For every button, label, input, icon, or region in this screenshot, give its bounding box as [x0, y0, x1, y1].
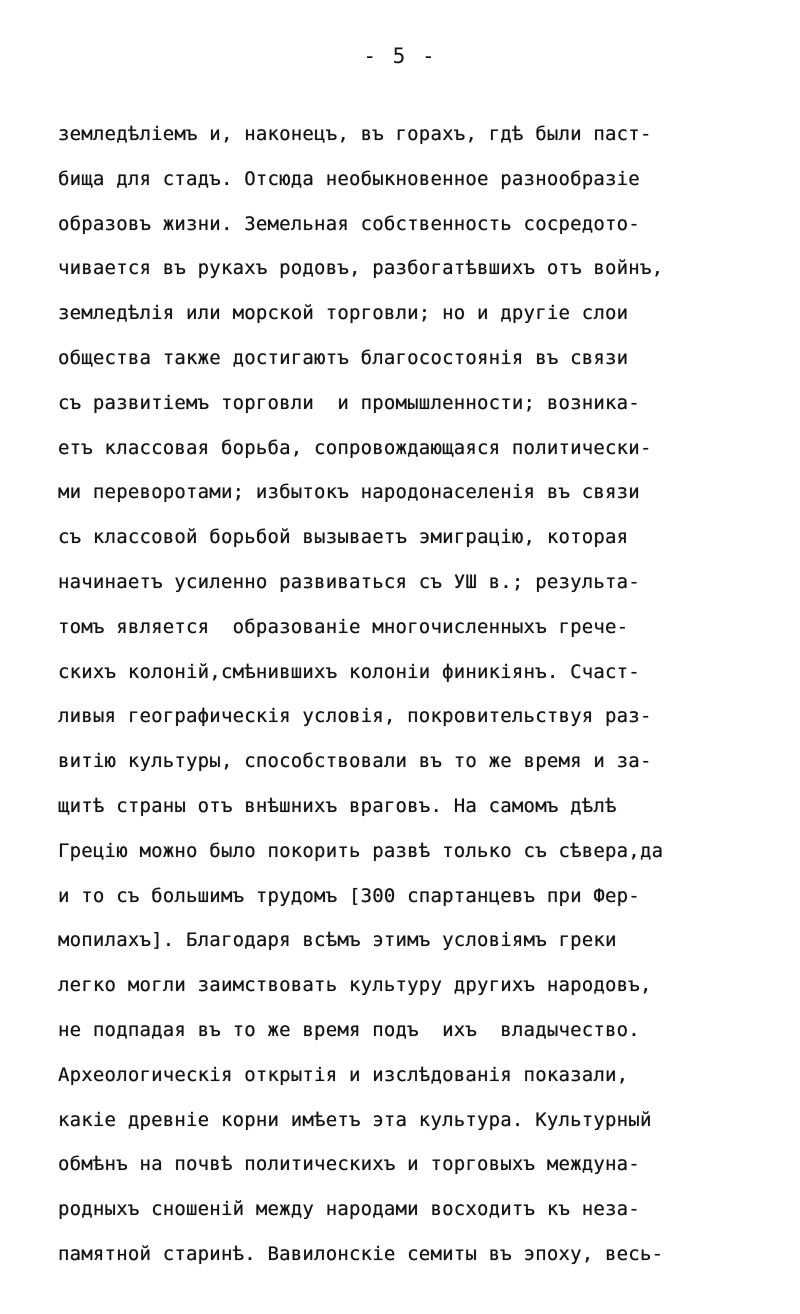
text-line: какіе древніе корни имѣетъ эта культура. Культурный: [58, 1108, 652, 1131]
text-line: скихъ колоній,смѣнившихъ колоніи финикіянъ. Счаст-: [58, 660, 640, 683]
text-line: витію культуры, способствовали въ то же время и за-: [58, 750, 652, 773]
text-line: начинаетъ усиленно развиваться съ УШ в.; результа-: [58, 570, 640, 593]
text-line: ми переворотами; избытокъ народонаселенія въ связи: [58, 481, 640, 504]
text-line: томъ является образованіе многочисленныхъ грече-: [58, 615, 629, 638]
text-line: земледѣлія или морской торговли; но и другіе слои: [58, 302, 629, 325]
text-line: памятной старинѣ. Вавилонскіе семиты въ эпоху, весь-: [58, 1242, 664, 1265]
body-text: [58, 112, 748, 1277]
text-line: щитѣ страны отъ внѣшнихъ враговъ. На самомъ дѣлѣ: [58, 794, 617, 817]
text-line: легко могли заимствовать культуру другихъ народовъ,: [58, 974, 652, 997]
page-number: - 5 -: [363, 44, 437, 68]
text-line: обмѣнъ на почвѣ политическихъ и торговыхъ междуна-: [58, 1153, 640, 1176]
text-line: чивается въ рукахъ родовъ, разбогатѣвшихъ отъ войнъ,: [58, 257, 664, 280]
text-line: образовъ жизни. Земельная собственность сосредото-: [58, 212, 640, 235]
text-line: Археологическія открытія и изслѣдованія показали,: [58, 1063, 629, 1086]
text-line: земледѣліемъ и, наконецъ, въ горахъ, гдѣ были паст-: [58, 123, 652, 145]
text-line: бища для стадъ. Отсюда необыкновенное разнообразіе: [58, 167, 640, 190]
text-line: ливыя географическія условія, покровительствуя раз-: [58, 705, 652, 728]
text-line: съ развитіемъ торговли и промышленности; возника-: [58, 391, 640, 414]
text-line: не подпадая въ то же время подъ ихъ владычество.: [58, 1018, 640, 1041]
text-line: съ классовой борьбой вызываетъ эмиграцію, которая: [58, 526, 629, 549]
text-line: мопилахъ]. Благодаря всѣмъ этимъ условіямъ греки: [58, 929, 617, 952]
text-line: родныхъ сношеній между народами восходитъ къ неза-: [58, 1198, 640, 1221]
text-line: етъ классовая борьба, сопровождающаяся политически-: [58, 436, 652, 459]
text-line: общества также достигаютъ благосостоянія въ связи: [58, 346, 629, 369]
text-line: Грецію можно было покорить развѣ только съ сѣвера,да: [58, 839, 664, 862]
text-line: и то съ большимъ трудомъ [300 спартанцевъ при Фер-: [58, 884, 640, 907]
